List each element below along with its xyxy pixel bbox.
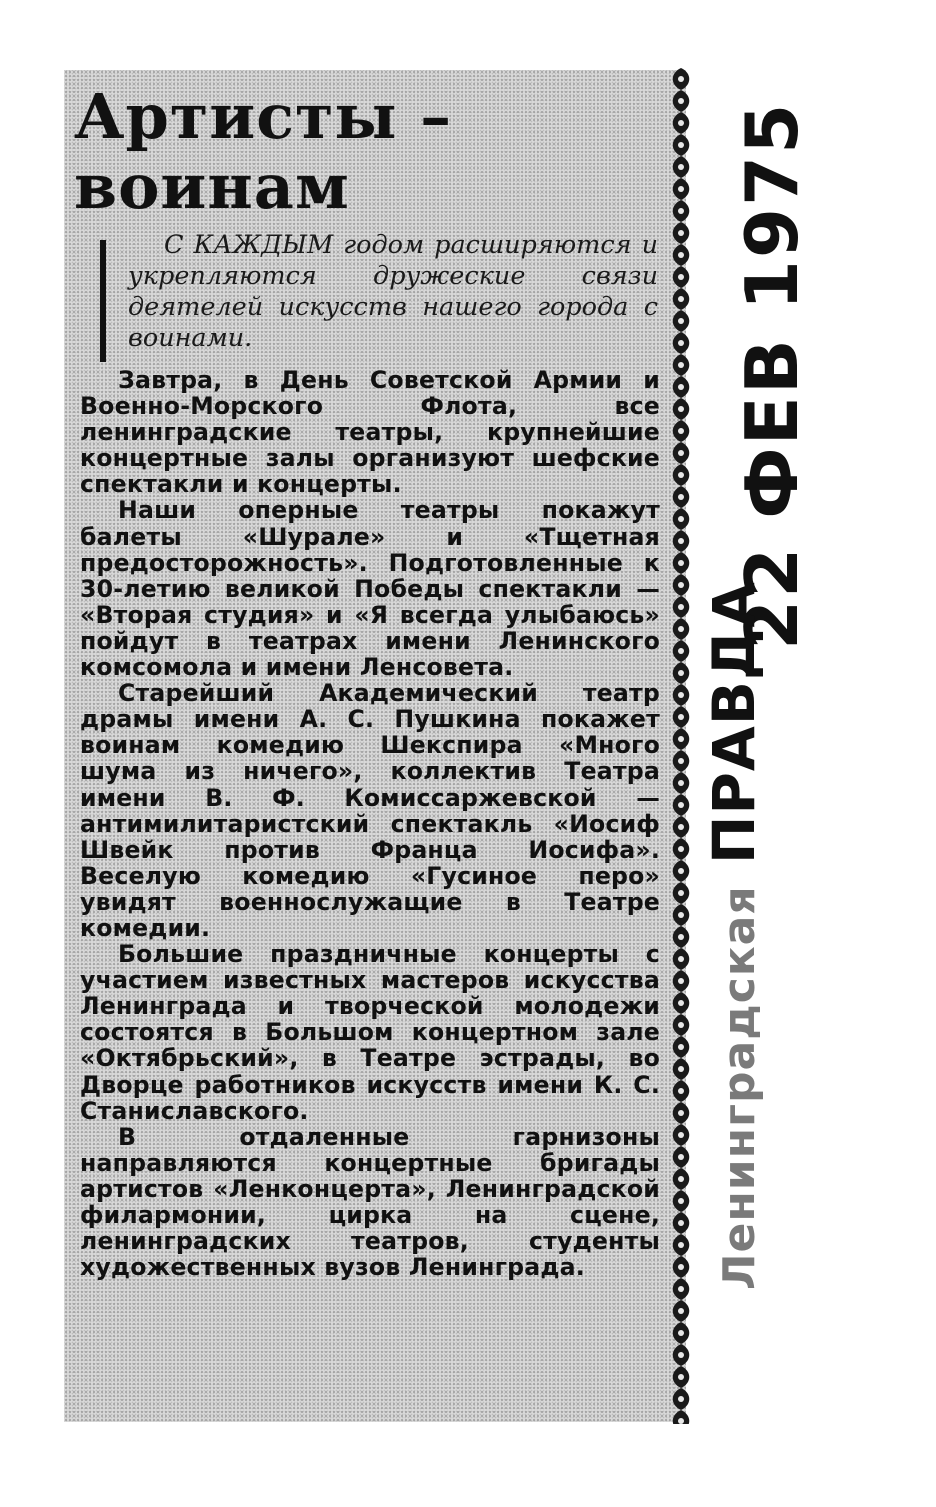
torn-edge-border xyxy=(668,68,694,1424)
article-title-line2: воинам xyxy=(74,150,350,223)
article-body xyxy=(80,367,660,1280)
newspaper-name: ПРАВДА xyxy=(700,581,768,865)
article-paragraph: Старейший Академический театр драмы имени А. С. Пушкина покажет воинам комедию Шекспира «Много шума из ничего», коллектив Театра имени В. Ф. Комиссаржевской — антимилитаристский спектакль «Иосиф Швейк против Франца Иосифа». Веселую комедию «Гусиное перо» увидят военнослужащие в Театре комедии. xyxy=(80,679,660,942)
article-title-line1: Артисты – xyxy=(74,80,453,153)
article-lead: С КАЖДЫМ годом расширяются и укрепляются дружеские связи деятелей искусств нашего города с воинами. xyxy=(128,230,658,353)
article-paragraph: В отдаленные гарнизоны направляются концертные бригады артистов «Ленконцерта», Ленинградской филармонии, цирка на сцене, ленинградских театров, студенты художественных вузов Ленинграда. xyxy=(80,1122,660,1282)
newspaper-prefix: Ленинградская xyxy=(714,885,765,1290)
article-paragraph: Завтра, в День Советской Армии и Военно-Морского Флота, все ленинградские театры, крупнейшие концертные залы организуют шефские спектакли и концерты. xyxy=(80,366,660,499)
newspaper-name-stamp xyxy=(700,581,768,1290)
article-title xyxy=(74,82,634,222)
date-stamp: 22 ФЕВ 1975 xyxy=(730,101,814,650)
lead-divider-bar xyxy=(100,240,106,362)
article-paragraph: Большие праздничные концерты с участием известных мастеров искусства Ленинграда и творческой молодежи состоятся в Большом концертном зале «Октябрьский», в Театре эстрады, во Дворце работников искусств имени К. С. Станиславского. xyxy=(80,940,660,1125)
article-paragraph: Наши оперные театры покажут балеты «Шурале» и «Тщетная предосторожность». Подготовленные к 30-летию великой Победы спектакли — «Вторая студия» и «Я всегда улыбаюсь» пойдут в театрах имени Ленинского комсомола и имени Ленсовета. xyxy=(80,496,660,682)
